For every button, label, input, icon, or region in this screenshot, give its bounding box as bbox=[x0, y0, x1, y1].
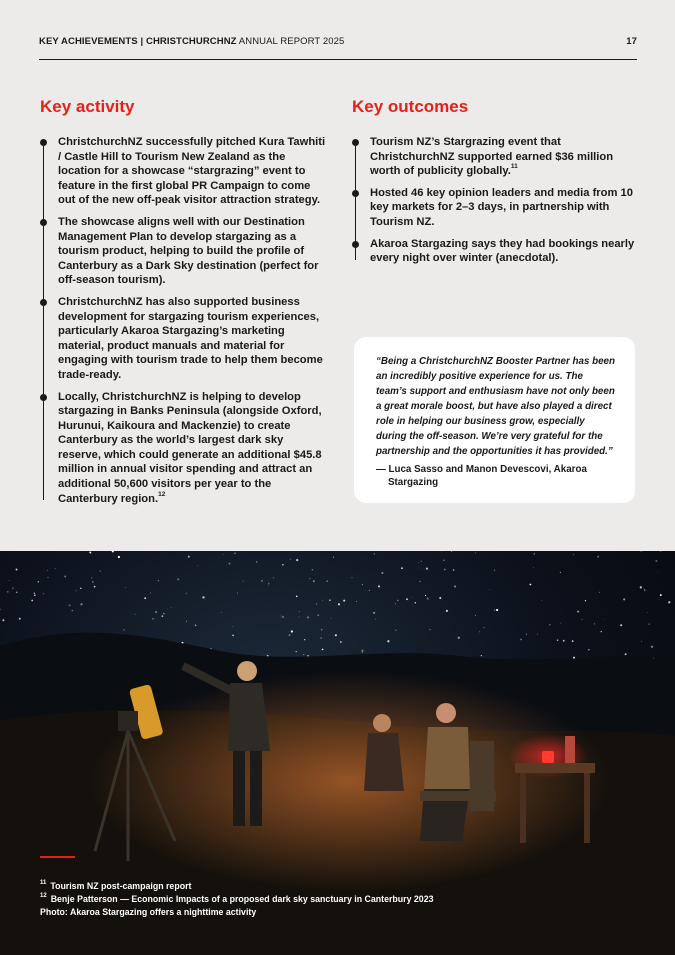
star bbox=[16, 569, 18, 571]
star bbox=[481, 655, 482, 656]
star bbox=[483, 627, 484, 628]
list-item bbox=[370, 186, 642, 230]
star bbox=[327, 580, 328, 581]
star bbox=[573, 657, 575, 659]
star bbox=[229, 563, 231, 565]
footnote-ref: 12 bbox=[158, 490, 166, 498]
star bbox=[425, 595, 426, 596]
star bbox=[603, 619, 604, 620]
star bbox=[573, 554, 574, 555]
star bbox=[290, 559, 291, 560]
item-text: Hosted 46 key opinion leaders and media from 10 key markets for 2–3 days, in partnership with Tourism NZ. bbox=[370, 186, 633, 228]
list-item bbox=[58, 215, 328, 288]
footnote-text: Benje Patterson — Economic Impacts of a proposed dark sky sanctuary in Canterbury 2023 bbox=[50, 894, 434, 904]
star bbox=[197, 565, 198, 566]
star bbox=[114, 555, 115, 556]
footnote-12 bbox=[40, 893, 640, 906]
star bbox=[660, 594, 662, 596]
star bbox=[427, 598, 429, 600]
star bbox=[352, 577, 353, 578]
star bbox=[534, 553, 535, 554]
star bbox=[94, 586, 96, 588]
star bbox=[537, 634, 538, 635]
star bbox=[307, 616, 309, 618]
star bbox=[34, 593, 35, 594]
star bbox=[430, 629, 431, 630]
star bbox=[163, 613, 165, 615]
star bbox=[304, 639, 305, 640]
star bbox=[426, 567, 428, 569]
star bbox=[295, 651, 296, 652]
star bbox=[333, 557, 334, 558]
star bbox=[647, 612, 648, 613]
star bbox=[268, 583, 270, 585]
star bbox=[322, 649, 324, 651]
star bbox=[446, 610, 448, 612]
footnote-number: 11 bbox=[40, 880, 47, 886]
star bbox=[475, 615, 476, 616]
star bbox=[233, 626, 234, 627]
star bbox=[80, 588, 81, 589]
star bbox=[296, 559, 298, 561]
star bbox=[421, 561, 422, 562]
star bbox=[369, 590, 370, 591]
list-item bbox=[58, 390, 328, 507]
star bbox=[16, 591, 18, 593]
page-number: 17 bbox=[626, 36, 637, 47]
star bbox=[313, 580, 315, 582]
testimonial-card bbox=[354, 337, 635, 503]
star bbox=[155, 611, 157, 613]
star bbox=[494, 610, 495, 611]
star bbox=[644, 589, 645, 590]
star bbox=[494, 570, 495, 571]
footnote-number: 12 bbox=[40, 893, 47, 899]
star bbox=[640, 586, 642, 588]
star bbox=[375, 619, 376, 620]
star bbox=[381, 572, 383, 574]
star bbox=[362, 652, 363, 653]
star bbox=[19, 618, 21, 620]
star bbox=[356, 601, 357, 602]
star bbox=[620, 624, 622, 626]
star bbox=[2, 619, 4, 621]
footnotes bbox=[40, 856, 640, 919]
list-item bbox=[370, 237, 642, 266]
header-separator: | bbox=[137, 36, 146, 47]
star bbox=[43, 593, 44, 594]
header-org: CHRISTCHURCHNZ bbox=[145, 36, 237, 47]
star bbox=[299, 611, 300, 612]
star bbox=[599, 592, 600, 593]
star bbox=[572, 640, 574, 642]
star bbox=[321, 637, 322, 638]
star bbox=[158, 580, 159, 581]
star bbox=[343, 600, 345, 602]
key-activity-heading: Key activity bbox=[40, 97, 135, 116]
star bbox=[92, 581, 94, 583]
star bbox=[69, 604, 71, 606]
star bbox=[668, 601, 670, 603]
star bbox=[520, 638, 522, 640]
item-text: Tourism NZ’s Stargrazing event that ChristchurchNZ supported earned $36 million worth of publicity globally. bbox=[370, 136, 614, 178]
star bbox=[649, 624, 650, 625]
star bbox=[443, 559, 445, 561]
item-text: Locally, ChristchurchNZ is helping to develop stargazing in Banks Peninsula (alongside Oxford, Hurunui, Kaikoura and Mackenzie) to create Canterbury as the world’s largest dark sky reserve, which could generate an additional $45.8 million in annual visitor spending and attract an additional 50,600 visitors per year to the Canterbury region. bbox=[58, 390, 322, 505]
star bbox=[47, 570, 48, 571]
star bbox=[418, 568, 419, 569]
star bbox=[655, 560, 657, 562]
star bbox=[177, 578, 179, 580]
star bbox=[243, 581, 244, 582]
star bbox=[454, 585, 456, 587]
list-item bbox=[370, 135, 642, 179]
star bbox=[418, 563, 419, 564]
star bbox=[223, 554, 224, 555]
star bbox=[38, 581, 40, 583]
star bbox=[188, 556, 190, 558]
footnote-ref: 11 bbox=[510, 163, 518, 171]
star bbox=[395, 604, 396, 605]
star bbox=[273, 577, 274, 578]
star bbox=[444, 569, 446, 571]
star bbox=[256, 561, 258, 563]
star bbox=[12, 587, 14, 589]
star bbox=[338, 603, 340, 605]
star bbox=[406, 598, 408, 600]
star bbox=[100, 571, 101, 572]
star bbox=[150, 593, 151, 594]
star bbox=[0, 609, 1, 610]
testimonial-attribution: — Luca Sasso and Manon Devescovi, Akaroa Stargazing bbox=[376, 464, 587, 488]
star bbox=[76, 590, 77, 591]
key-activity-section bbox=[40, 97, 325, 513]
star bbox=[282, 564, 284, 566]
star bbox=[80, 603, 82, 605]
star bbox=[335, 634, 337, 636]
item-text: ChristchurchNZ has also supported business development for stargazing tourism experiences, particularly Akaroa Stargazing’s marketing material, product manuals and material for engaging with tourism trade to help them become trade-ready. bbox=[58, 295, 323, 381]
star bbox=[530, 584, 532, 586]
star bbox=[48, 577, 49, 578]
star bbox=[489, 589, 490, 590]
key-activity-list bbox=[40, 135, 328, 506]
star bbox=[91, 577, 92, 578]
star bbox=[307, 655, 309, 657]
star bbox=[321, 629, 323, 631]
star bbox=[64, 575, 66, 577]
star bbox=[594, 623, 595, 624]
star bbox=[526, 634, 527, 635]
star bbox=[112, 551, 114, 552]
star bbox=[340, 641, 342, 643]
key-outcomes-list bbox=[352, 135, 642, 266]
star bbox=[34, 595, 35, 596]
testimonial-text: “Being a ChristchurchNZ Booster Partner has been an incredibly positive experience for us. The team’s support and enthusiasm have not only been a great morale boost, but have also played a direct role in helping our business grow, especially during the off-season. We’re very grateful for the partnership and the opportunities it has provided.” bbox=[376, 356, 615, 457]
header-report: ANNUAL REPORT 2025 bbox=[236, 36, 345, 47]
star bbox=[124, 629, 125, 630]
star bbox=[55, 568, 56, 569]
star bbox=[401, 567, 403, 569]
item-text: ChristchurchNZ successfully pitched Kura Tawhiti / Castle Hill to Tourism New Zealand as the location for a showcase “stargrazing” event to feature in the first global PR Campaign to come out of the new off-peak visitor attraction strategy. bbox=[58, 136, 326, 207]
star bbox=[167, 609, 168, 610]
star bbox=[475, 552, 476, 553]
star bbox=[397, 600, 398, 601]
star bbox=[289, 634, 291, 636]
star bbox=[9, 580, 10, 581]
star bbox=[563, 640, 565, 642]
star bbox=[152, 618, 154, 620]
star bbox=[441, 552, 442, 553]
star bbox=[221, 612, 222, 613]
star bbox=[451, 551, 452, 552]
star bbox=[577, 611, 579, 613]
star bbox=[582, 619, 583, 620]
star bbox=[588, 649, 589, 650]
star bbox=[312, 569, 313, 570]
star bbox=[186, 621, 187, 622]
star bbox=[395, 630, 396, 631]
star bbox=[161, 615, 163, 617]
star bbox=[641, 551, 642, 552]
star bbox=[557, 639, 559, 641]
star bbox=[261, 580, 262, 581]
star bbox=[597, 556, 599, 558]
star bbox=[657, 572, 658, 573]
star bbox=[651, 646, 653, 648]
star bbox=[317, 614, 319, 616]
item-text: Akaroa Stargazing says they had bookings nearly every night over winter (anecdotal). bbox=[370, 237, 635, 265]
list-item bbox=[58, 135, 328, 208]
page-header bbox=[39, 36, 637, 60]
star bbox=[453, 569, 455, 571]
star bbox=[641, 641, 642, 642]
star bbox=[7, 591, 9, 593]
star bbox=[268, 585, 269, 586]
star bbox=[549, 624, 551, 626]
star bbox=[331, 618, 332, 619]
star bbox=[439, 597, 441, 599]
star bbox=[118, 556, 120, 558]
star bbox=[232, 635, 234, 637]
star bbox=[316, 603, 317, 604]
star bbox=[195, 625, 197, 627]
star bbox=[299, 617, 300, 618]
photo-caption: Photo: Akaroa Stargazing offers a nighttime activity bbox=[40, 907, 257, 917]
star bbox=[31, 600, 33, 602]
star bbox=[541, 600, 542, 601]
star bbox=[361, 650, 363, 652]
star bbox=[125, 587, 126, 588]
key-outcomes-section bbox=[352, 97, 642, 273]
star bbox=[387, 640, 389, 642]
star bbox=[303, 654, 304, 655]
star bbox=[237, 593, 238, 594]
star bbox=[496, 609, 498, 611]
star bbox=[660, 551, 661, 552]
star bbox=[171, 608, 172, 609]
star bbox=[412, 597, 413, 598]
star bbox=[533, 567, 534, 568]
star bbox=[601, 631, 602, 632]
star bbox=[329, 599, 330, 600]
star bbox=[625, 653, 627, 655]
footnote-11 bbox=[40, 880, 640, 893]
star bbox=[560, 623, 561, 624]
star bbox=[309, 578, 310, 579]
star bbox=[282, 616, 284, 618]
star bbox=[291, 630, 293, 632]
key-outcomes-heading: Key outcomes bbox=[352, 97, 469, 116]
star bbox=[296, 596, 298, 598]
star bbox=[373, 612, 375, 614]
star bbox=[144, 597, 146, 599]
star bbox=[202, 596, 204, 598]
star bbox=[415, 602, 416, 603]
star bbox=[623, 598, 625, 600]
header-section: KEY ACHIEVEMENTS bbox=[39, 36, 138, 47]
accent-rule bbox=[40, 856, 75, 858]
list-item bbox=[58, 295, 328, 383]
star bbox=[378, 585, 380, 587]
star bbox=[89, 552, 91, 554]
star bbox=[234, 553, 235, 554]
star bbox=[458, 637, 460, 639]
star bbox=[186, 593, 187, 594]
star bbox=[135, 614, 136, 615]
item-text: The showcase aligns well with our Destination Management Plan to develop stargazing as a tourism product, helping to build the profile of Canterbury as a Dark Sky destination (perfect for off-season tourism). bbox=[58, 215, 319, 287]
header-title bbox=[39, 36, 344, 47]
star bbox=[479, 632, 480, 633]
star bbox=[281, 615, 282, 616]
star bbox=[585, 600, 586, 601]
star bbox=[374, 553, 375, 554]
star bbox=[419, 581, 420, 582]
star bbox=[72, 610, 73, 611]
star bbox=[362, 584, 363, 585]
star bbox=[560, 572, 561, 573]
star bbox=[322, 600, 323, 601]
footnote-text: Tourism NZ post-campaign report bbox=[50, 881, 192, 891]
